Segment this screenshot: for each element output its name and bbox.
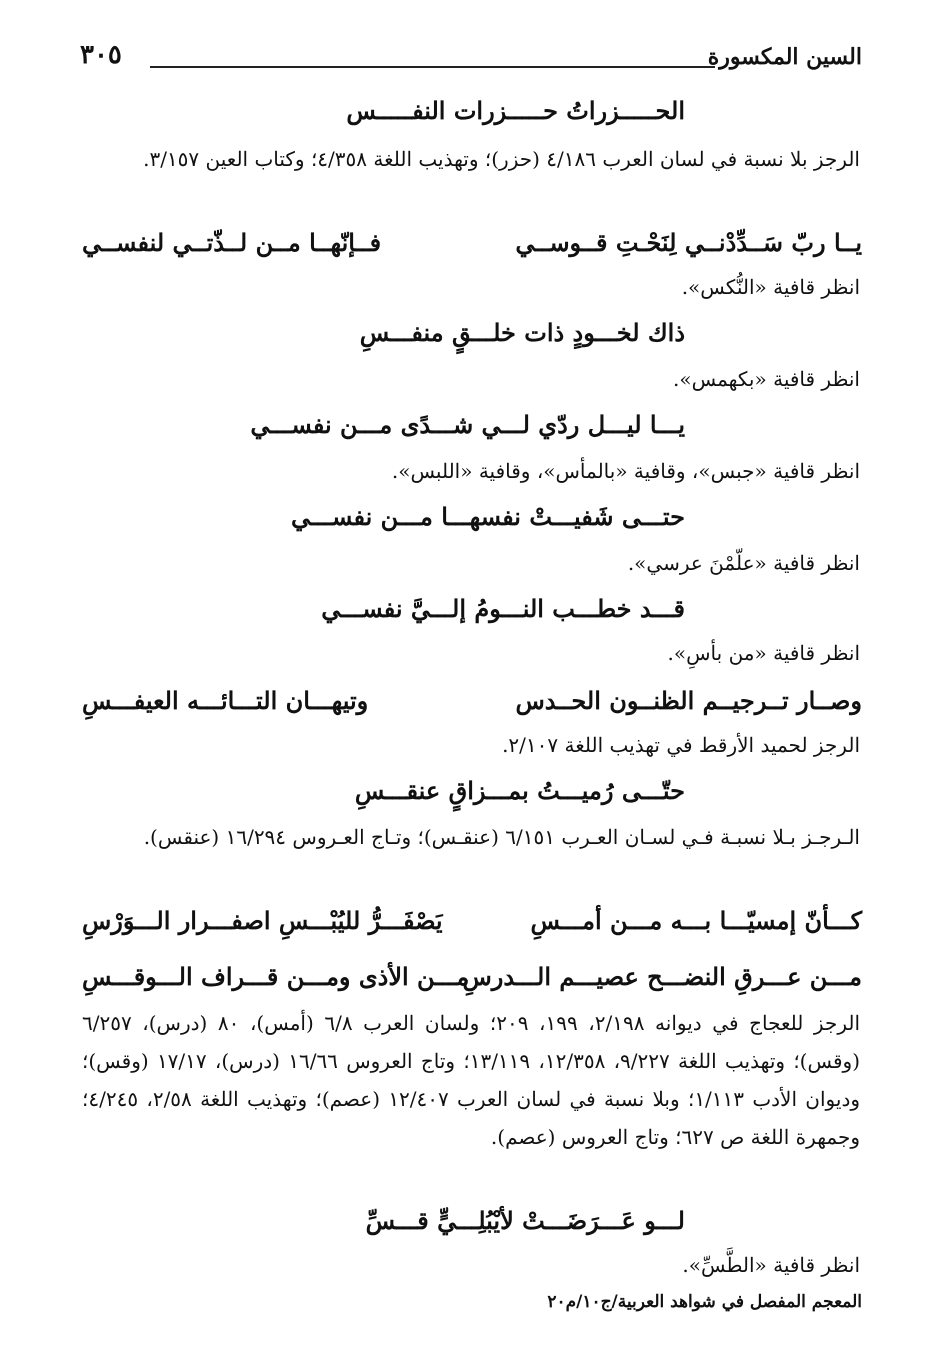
verse-line: لـــو عَـــرَضَـــتْ لأيْبُلِـــيٍّ قـــسِّ <box>365 1206 685 1235</box>
verse-couplet <box>82 686 862 720</box>
verse-line: حتـــى شَفيـــتْ نفسهـــا مـــن نفســـي <box>291 502 685 531</box>
verse-line: يـــا ليـــل ردّي لـــي شـــدًى مـــن نفســـي <box>250 410 685 439</box>
verse-hemistich-right: وصــار تــرجيــم الظنــون الحــدس <box>515 686 862 715</box>
page-number: ٣٠٥ <box>80 40 122 70</box>
verse-couplet <box>82 228 862 262</box>
citation-note: الـرجـز بـلا نسبـة فـي لسـان العـرب ٦/١٥١ (عنقـس)؛ وتـاج العـروس ١٦/٢٩٤ (عنقس). <box>143 825 860 849</box>
citation-note: انظر قافية «من بأسِ». <box>667 641 860 665</box>
verse-hemistich-left: يَصْفَـــرُّ لليُبْـــسِ اصفـــرار الـــوَرْسِ <box>82 906 443 935</box>
citation-note: انظر قافية «الطَّسِّ». <box>682 1253 860 1277</box>
citation-note: انظر قافية «جبس»، وقافية «بالمأس»، وقافية «اللبس». <box>391 459 860 483</box>
verse-couplet <box>82 962 862 996</box>
citation-note: انظر قافية «النُّكس». <box>681 275 860 299</box>
citation-note: انظر قافية «علّمْنَ عرسي». <box>627 551 860 575</box>
verse-hemistich-right: مـــن عـــرقِ النضـــح عصيـــم الـــدرسِ <box>462 962 862 991</box>
verse-hemistich-left: فــإنّهــا مــن لــذّتــي لنفســي <box>82 228 382 257</box>
citation-note: الرجز للعجاج في ديوانه ٢/١٩٨، ١٩٩، ٢٠٩؛ ولسان العرب ٦/٨ (أمس)، ٨٠ (درس)، ٦/٢٥٧ (وقس)؛ وتهذيب اللغة ٩/٢٢٧، ١٢/٣٥٨، ١٣/١١٩؛ وتاج العروس ١٦/٦٦ (درس)، ١٧/١٧ (وقس)؛ وديوان الأدب ١/١١٣؛ وبلا نسبة في لسان العرب ١٢/٤٠٧ (عصم)؛ وتهذيب اللغة ٢/٥٨، ٤/٢٤٥؛ وجمهرة اللغة ص ٦٢٧؛ وتاج العروس (عصم). <box>82 1011 861 1149</box>
citation-note: الرجز لحميد الأرقط في تهذيب اللغة ٢/١٠٧. <box>502 733 860 757</box>
running-header-title: السين المكسورة <box>707 44 862 70</box>
verse-couplet <box>82 906 862 940</box>
citation-note: الرجز بلا نسبة في لسان العرب ٤/١٨٦ (حزر)؛ وتهذيب اللغة ٤/٣٥٨؛ وكتاب العين ٣/١٥٧. <box>143 147 860 171</box>
verse-hemistich-left: مـــن الأذى ومـــن قـــراف الـــوقـــسِ <box>82 962 470 991</box>
verse-hemistich-right: كـــأنّ إمسيّـــا بـــه مـــن أمـــسِ <box>530 906 862 935</box>
verse-line: ذاك لخـــودٍ ذات خلـــقٍ منفـــسِ <box>359 318 685 347</box>
verse-line: قـــد خطـــب النـــومُ إلـــيَّ نفســـي <box>321 594 685 623</box>
verse-line: الحـــــزراتُ حـــــزرات النفـــــس <box>346 96 685 125</box>
verse-hemistich-left: وتيهـــان التـــائـــه العيفـــسِ <box>82 686 369 715</box>
header-rule <box>150 66 715 68</box>
citation-note: انظر قافية «بكهمس». <box>673 367 860 391</box>
verse-hemistich-right: يــا ربّ سَــدِّدْنــي لِنَحْـتِ قــوســي <box>515 228 862 257</box>
footer-signature: المعجم المفصل في شواهد العربية/ج١٠/م٢٠ <box>547 1292 862 1312</box>
verse-line: حتّـــى رُميـــتُ بمـــزاقٍ عنقـــسِ <box>354 776 685 805</box>
